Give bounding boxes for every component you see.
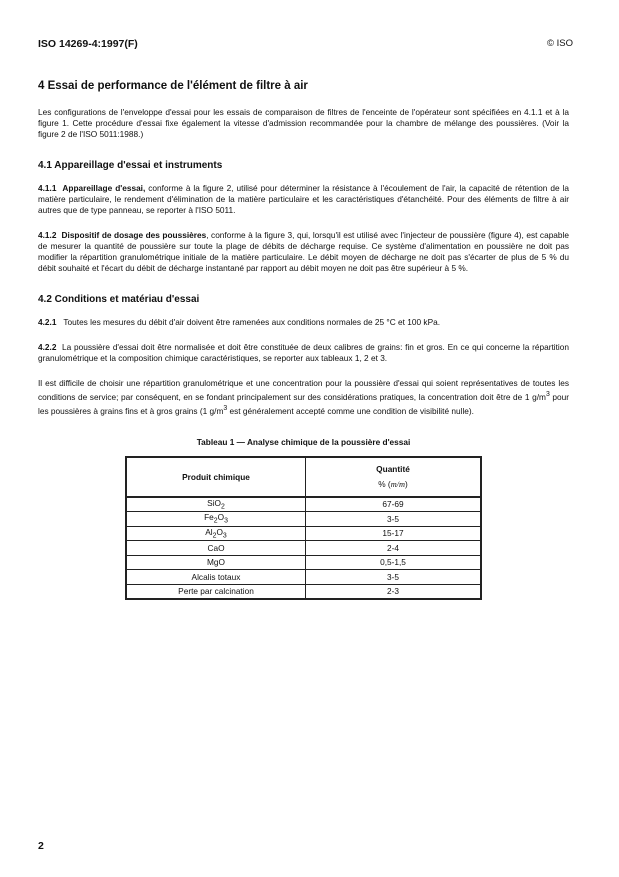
quantity-cell: 2-4 [306,541,482,556]
chemical-cell: Perte par calcination [126,584,306,599]
paragraph-4-2-1 [38,317,569,328]
quantity-cell: 0,5-1,5 [306,555,482,570]
clause-number: 4.2.1 [38,317,57,327]
table-row [126,526,481,541]
section-4-2-title: 4.2 Conditions et matériau d'essai [38,294,200,305]
chemical-analysis-table [125,456,482,601]
clause-text: conforme à la figure 2, utilisé pour déterminer la résistance à l'écoulement de l'air, la capacité de rétention de la matière particulaire, le rendement d'élimination de la matière particulaire et les caractéristiques d'étanchéité. Pour des éléments de filtre à air autres que de type panneau, se reporter à l'ISO 5011. [38,183,570,215]
page-content [38,80,569,600]
text-part: pour les poussières à grains fins et à gros grains (1 g/m [38,391,569,416]
table-1-caption: Tableau 1 — Analyse chimique de la poussière d'essai [196,436,411,447]
chemical-cell: $Fe_2O_3$ [126,512,306,527]
quantity-cell: 2-3 [306,584,482,599]
quantity-cell: 3-5 [306,570,482,585]
quantity-cell: 67-69 [306,497,482,512]
standard-reference: ISO 14269-4:1997(F) [38,38,138,50]
chemical-cell: SiO$_2$ [126,497,306,512]
clause-number: 4.1.2 [38,230,57,240]
page-number: 2 [38,840,44,852]
paragraph-4-1-1 [38,183,569,216]
superscript: 3 [223,404,228,412]
table-row [126,541,481,556]
text-part: est généralement accepté comme une condition de visibilité nulle). [227,405,474,416]
copyright-notice: © ISO [546,38,573,49]
table-row [126,555,481,570]
column-header-quantity [306,457,482,497]
clause-text: La poussière d'essai doit être normalisée et doit être constituée de deux calibres de grains: fin et gros. En ce qui concerne la répartition granulométrique et la composition chimique caractéristiques, se reporter aux tableaux 1, 2 et 3. [38,342,569,363]
clause-term: Appareillage d'essai, [62,183,146,193]
chemical-cell: MgO [126,555,306,570]
section-4-title: 4 Essai de performance de l'élément de filtre à air [38,80,308,92]
table-row [126,512,481,527]
clause-number: 4.1.1 [38,183,57,193]
column-header-product: Produit chimique [126,457,306,497]
superscript: 3 [545,391,550,398]
section-4-1-title: 4.1 Appareillage d'essai et instruments [38,160,223,171]
unit-label: % (m/m) [378,479,408,490]
text-part: Il est difficile de choisir une répartition granulométrique et une concentration pour la poussière d'essai qui soient représentatives de toutes les conditions de service; par conséquent, en se fondant principalement sur des considérations pratiques, la concentration doit être de 1 g/m [38,378,569,402]
table-row [126,584,481,599]
quantity-cell: 3-5 [306,512,482,527]
clause-text: Toutes les mesures du débit d'air doivent être ramenées aux conditions normales de 25 °C et 100 kPa. [63,317,441,327]
section-4-intro: Les configurations de l'enveloppe d'essai pour les essais de comparaison de filtres de l'enceinte de l'opérateur sont spécifiées en 4.1.1 et à la figure 1. Cette procédure d'essai fixe également la vitesse d'admission recommandée pour la chambre de mélange des poussières. (Voir la figure 2 de l'ISO 5011:1988.) [38,107,569,139]
quantity-cell: 15-17 [306,526,482,541]
paragraph-4-1-2 [38,230,569,274]
clause-term: Dispositif de dosage des poussières [61,230,207,240]
quantity-label: Quantité [376,464,410,475]
clause-text: , conforme à la figure 3, qui, lorsqu'il est utilisé avec l'injecteur de poussière (figure 4), est capable de mesurer la quantité de poussière sur toute la plage de débits de décharge requise. Ce système d'alimentation en poussière ne doit pas modifier la répartition granulométrique initiale de la matière particulaire. Le débit moyen de décharge ne doit pas s'écarter de plus de 5 % du débit souhaité et l'écart du débit de décharge instantané par rapport au débit moyen ne doit pas être supérieur à 5 %. [38,230,569,273]
table-row [126,497,481,512]
chemical-cell: $Al_2O_3$ [126,526,306,541]
chemical-cell: CaO [126,541,306,556]
clause-number: 4.2.2 [38,342,57,352]
paragraph-4-2-2 [38,342,569,364]
chemical-cell: Alcalis totaux [126,570,306,585]
paragraph-concentration [38,378,569,417]
table-row [126,570,481,585]
